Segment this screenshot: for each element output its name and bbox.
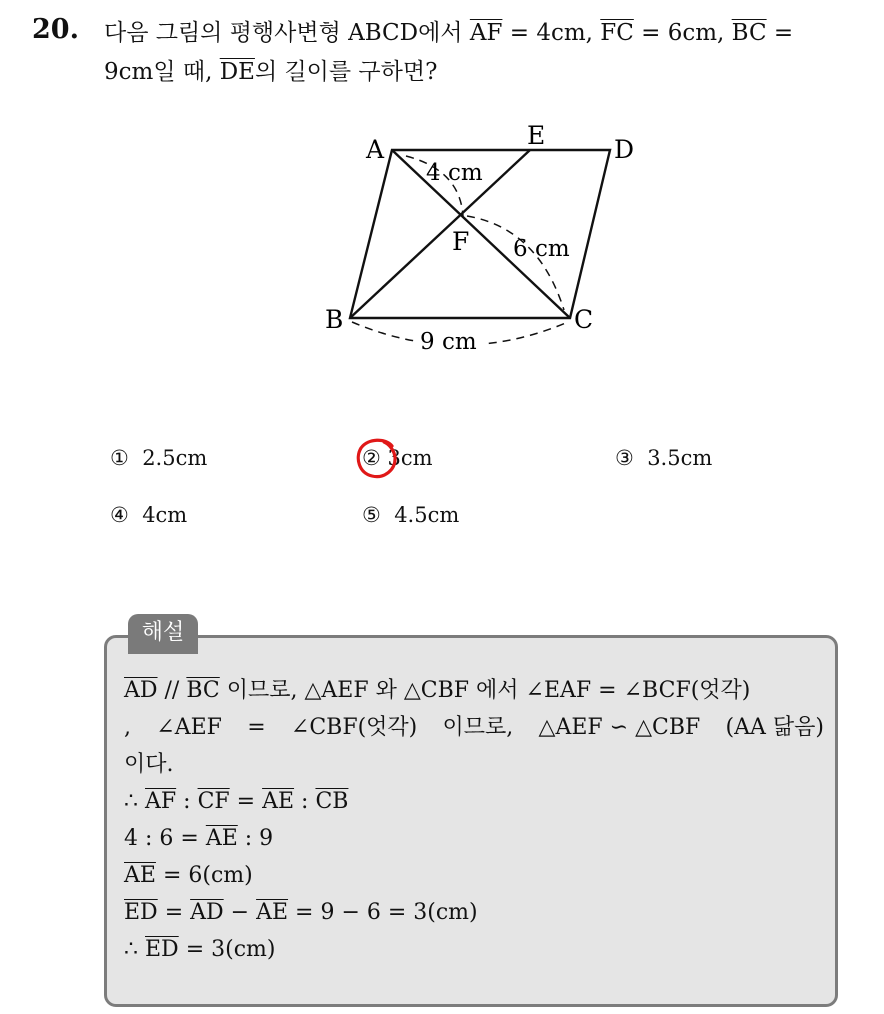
question-text bbox=[104, 14, 874, 92]
answer-circle-mark bbox=[354, 435, 400, 481]
choice-2[interactable]: ② 3cm bbox=[362, 446, 433, 470]
solution-tab: 해설 bbox=[128, 614, 198, 654]
length-fc: 6 cm bbox=[513, 236, 570, 262]
question-number: 20. bbox=[32, 14, 79, 45]
label-c: C bbox=[574, 305, 594, 334]
dim-arc-fc bbox=[467, 216, 564, 310]
solution-line-6: $\overline{AE} = 6(cm)$ bbox=[124, 863, 253, 888]
choice-5[interactable]: ⑤ 4.5cm bbox=[362, 503, 460, 527]
solution-line-2: , ∠AEF = ∠CBF(엇각) 이므로, △AEF ∽ △CBF (AA 닮음) bbox=[124, 715, 824, 740]
choice-3[interactable]: ③ 3.5cm bbox=[615, 446, 713, 470]
solution-text bbox=[124, 672, 824, 968]
solution-line-8: ∴ $\overline{ED} = 3(cm)$ bbox=[124, 937, 276, 962]
solution-line-3: 이다. bbox=[124, 752, 174, 777]
label-d: D bbox=[614, 135, 635, 164]
choice-4[interactable]: ④ 4cm bbox=[110, 503, 188, 527]
length-af: 4 cm bbox=[426, 160, 483, 186]
solution-line-5: 4 : $6 = \overline{AE}$ : 9 bbox=[124, 826, 274, 851]
choice-1[interactable]: ① 2.5cm bbox=[110, 446, 208, 470]
length-bc: 9 cm bbox=[420, 329, 477, 355]
solution-line-7: $\overline{ED} = \overline{AD} - \overline{AE} = 9 - 6 = 3(cm)$ bbox=[124, 900, 478, 925]
solution-line-4: ∴ $\overline{AF}$ : $\overline{CF} = \overline{AE}$ : $\overline{CB}$ bbox=[124, 789, 349, 814]
parallelogram-figure bbox=[320, 120, 650, 360]
solution-line-1: $\overline{AD} // \overline{BC}$ 이므로, △AEF 와 △CBF 에서 ∠EAF = ∠BCF(엇각) bbox=[124, 678, 751, 703]
question-line-1: 다음 그림의 평행사변형 ABCD에서 $\overline{AF} = 4cm$, $\overline{FC} = 6cm$, $\overline{BC}$ = bbox=[104, 20, 794, 46]
label-e: E bbox=[527, 121, 546, 150]
question-line-2: 9cm일 때, $\overline{DE}$의 길이를 구하면? bbox=[104, 59, 438, 85]
label-b: B bbox=[325, 305, 344, 334]
label-a: A bbox=[366, 135, 385, 164]
label-f: F bbox=[452, 227, 470, 256]
